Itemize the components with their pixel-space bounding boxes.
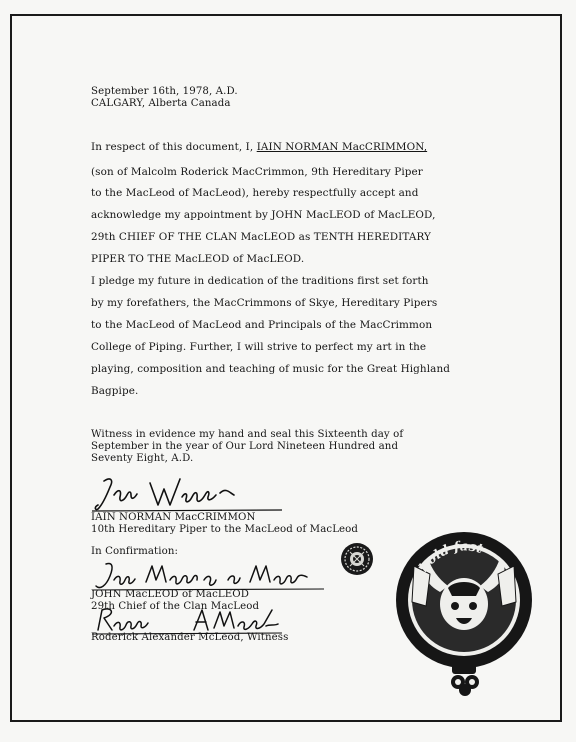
paragraph2-line: by my forefathers, the MacCrimmons of Skye, Hereditary Pipers — [91, 297, 438, 309]
confirmation-label: In Confirmation: — [91, 546, 179, 557]
paragraph2-line: to the MacLeod of MacLeod and Principals of the MacCrimmon — [91, 319, 433, 331]
clan-crest-badge-icon — [392, 522, 540, 698]
witness-line: Witness in evidence my hand and seal this Sixteenth day of — [91, 429, 404, 440]
paragraph1-line4: acknowledge my appointment by JOHN MacLEOD of MacLEOD, — [91, 209, 436, 221]
letter-date: September 16th, 1978, A.D. — [91, 86, 238, 97]
paragraph1-line3: to the MacLeod of MacLeod), hereby respectfully accept and — [91, 187, 419, 199]
signer2-name: JOHN MacLEOD of MacLEOD — [91, 589, 250, 600]
paragraph1-line1 — [91, 141, 427, 153]
signer1-name: IAIN NORMAN MacCRIMMON — [91, 512, 256, 523]
paragraph2-line: College of Piping. Further, I will strive to perfect my art in the — [91, 341, 427, 353]
paragraph1-line1-text: In respect of this document, I, — [91, 141, 254, 153]
witness-line: September in the year of Our Lord Nineteen Hundred and — [91, 441, 399, 452]
paragraph1-line6: PIPER TO THE MacLEOD of MacLEOD. — [91, 253, 305, 265]
embossed-seal-icon — [338, 540, 376, 578]
crest-motto: hold fast — [416, 539, 485, 576]
witness-line: Seventy Eight, A.D. — [91, 453, 194, 464]
paragraph2-line: Bagpipe. — [91, 385, 139, 397]
paragraph1-line5: 29th CHIEF OF THE CLAN MacLEOD as TENTH HEREDITARY — [91, 231, 432, 243]
paragraph2-line: I pledge my future in dedication of the traditions first set forth — [91, 275, 429, 287]
paragraph2-line: playing, composition and teaching of music for the Great Highland — [91, 363, 450, 375]
signer3-name: Roderick Alexander McLeod, Witness — [91, 632, 289, 643]
appointee-name: IAIN NORMAN MacCRIMMON, — [256, 141, 428, 153]
signature-iain-maccrimmon — [92, 473, 282, 515]
signer1-title: 10th Hereditary Piper to the MacLeod of MacLeod — [91, 524, 359, 535]
signer2-title: 29th Chief of the Clan MacLeod — [91, 601, 260, 612]
letter-place: CALGARY, Alberta Canada — [91, 98, 231, 109]
paragraph1-line2: (son of Malcolm Roderick MacCrimmon, 9th Hereditary Piper — [91, 166, 423, 178]
